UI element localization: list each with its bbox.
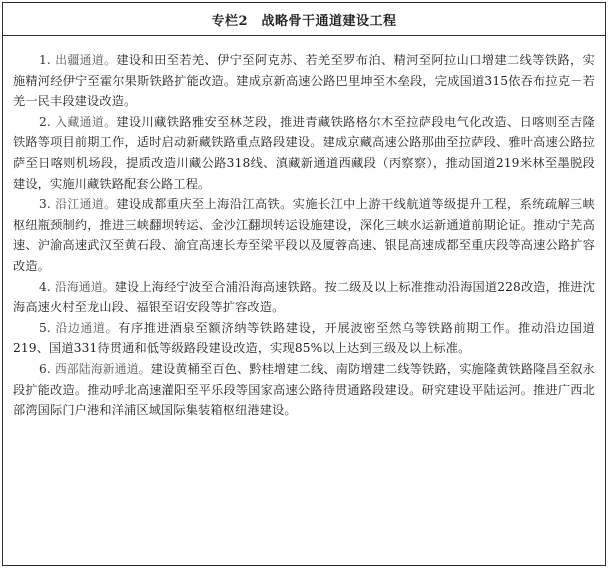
item-heading: 沿江通道。 xyxy=(55,197,117,212)
item-body: 建设成都重庆至上海沿江高铁。实施长江中上游干线航道等级提升工程，系统疏解三峡枢纽瓶颈制约，推进三峡翻坝转运、金沙江翻坝转运设施建设，深化三峡水运新通道前期论证。推动宁芜高速、沪渝高速武汉至黄石段、渝宜高速长寿至梁平段以及厦蓉高速、银昆高速成都至重庆段等高速公路扩容改造。 xyxy=(13,197,595,273)
item-number: 5. xyxy=(39,320,51,335)
item-body: 建设和田至若羌、伊宁至阿克苏、若羌至罗布泊、精河至阿拉山口增建二线等铁路，实施精河经伊宁至霍尔果斯铁路扩能改造。建成京新高速公路巴里坤至木垒段，完成国道315依吞布拉克－若羌一民丰段建设改造。 xyxy=(13,53,595,109)
item-paragraph xyxy=(13,359,595,421)
item-heading: 入藏通道。 xyxy=(55,114,117,129)
item-heading: 沿海通道。 xyxy=(54,279,115,294)
item-number: 3. xyxy=(39,197,51,212)
item-body: 建设川藏铁路雅安至林芝段，推进青藏铁路格尔木至拉萨段电气化改造、日喀则至吉隆铁路等项目前期工作，适时启动新藏铁路重点路段建设。建成京藏高速公路那曲至拉萨段、雅叶高速公路拉萨至日喀则机场段，提质改造川藏公路318线、滇藏新通道西藏段（丙察察），推动国道219米林至墨脱段建设，实施川藏铁路配套公路工程。 xyxy=(13,114,595,191)
item-paragraph xyxy=(13,112,595,194)
item-number: 4. xyxy=(39,279,51,294)
item-paragraph xyxy=(13,194,595,276)
item-body: 有序推进酒泉至额济纳等铁路建设，开展波密至然乌等铁路前期工作。推动沿边国道219、国道331待贯通和低等级路段建设改造，实现85%以上达到三级及以上标准。 xyxy=(13,320,595,356)
content-area xyxy=(3,36,605,421)
item-heading: 出疆通道。 xyxy=(55,53,117,67)
item-number: 1. xyxy=(39,53,51,67)
column-box xyxy=(2,2,606,566)
item-paragraph xyxy=(13,277,595,318)
item-number: 6. xyxy=(39,361,51,376)
panel-title: 专栏2 战略骨干通道建设工程 xyxy=(211,13,397,29)
item-heading: 西部陆海新通道。 xyxy=(54,361,151,376)
item-body: 建设上海经宁波至合浦沿海高速铁路。按二级及以上标准推动沿海国道228改造，推进沈海高速火村至龙山段、福银至诏安段等扩容改造。 xyxy=(13,279,595,315)
title-row xyxy=(3,3,605,36)
item-paragraph xyxy=(13,318,595,359)
item-number: 2. xyxy=(39,114,51,129)
item-heading: 沿边通道。 xyxy=(55,320,119,335)
item-body: 建设黄桶至百色、黔桂增建二线、南防增建二线等铁路，实施隆黄铁路隆昌至叙永段扩能改造。推动呼北高速灌阳至平乐段等国家高速公路待贯通路段建设。研究建设平陆运河。推进广西北部湾国际门户港和洋浦区域国际集装箱枢纽港建设。 xyxy=(13,361,595,418)
item-paragraph xyxy=(13,50,595,112)
